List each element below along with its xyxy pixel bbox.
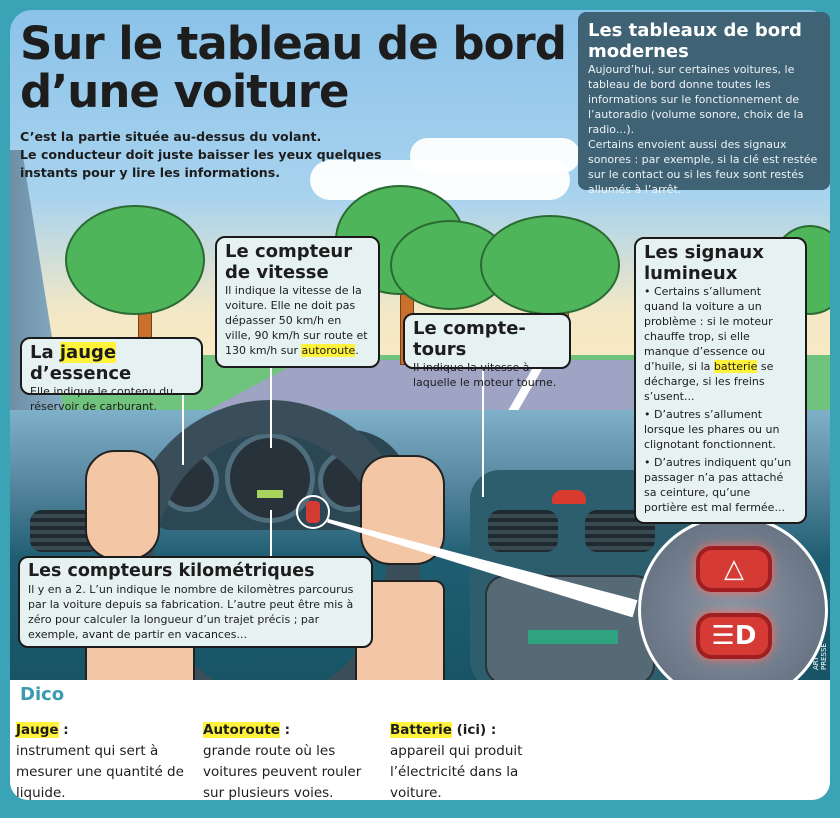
cloud (410, 138, 580, 173)
glossary-entry (16, 720, 186, 804)
glossary-title: Dico (20, 684, 65, 705)
tachometer-heading: Le compte-tours (413, 318, 526, 360)
title-line-1: Sur le tableau de bord (20, 17, 566, 70)
glossary-term-suffix: (ici) : (451, 722, 497, 738)
glossary-definition: appareil qui produit l’électricité dans la voiture. (390, 743, 523, 801)
tree (480, 215, 620, 315)
highlight-term: jauge (59, 342, 117, 363)
odometers-callout (18, 556, 373, 648)
speedometer-body (225, 283, 370, 358)
intro-line: Le conducteur doit juste baisser les yeux quelques (20, 147, 382, 162)
speedometer-callout (215, 236, 380, 368)
heading-text: d’essence (30, 363, 132, 384)
odometers-heading: Les compteurs kilométriques (28, 561, 315, 581)
signals-heading: Les signaux lumineux (644, 242, 764, 284)
glossary-term: Jauge (16, 722, 59, 738)
headlight-icon: ☰D (696, 613, 772, 659)
intro-text (20, 128, 382, 182)
hazard-button-dashboard (552, 490, 586, 504)
tachometer-body: Il indique la vitesse à laquelle le moteur tourne. (413, 361, 557, 389)
hazard-warning-icon: △ (696, 546, 772, 592)
signals-bullet (644, 284, 797, 404)
heading-text: La (30, 342, 60, 363)
glossary-definition: grande route où les voitures peuvent rouler sur plusieurs voies. (203, 743, 362, 801)
highlight-term: autoroute (301, 344, 356, 357)
modern-body: Certains envoient aussi des signaux sonores : par exemple, si la clé est restée sur le contact ou si les feux sont restés allumés à l’arrêt. (588, 138, 818, 196)
intro-line: instants pour y lire les informations. (20, 165, 280, 180)
air-vent (488, 510, 558, 552)
image-credit: ART PRESSE (812, 643, 828, 670)
warning-lights-zoom (638, 515, 828, 705)
glossary-term-suffix: : (58, 722, 69, 738)
glossary-entry (390, 720, 560, 804)
fuel-gauge-heading (30, 342, 193, 384)
signals-bullet: • D’autres s’allument lorsque les phares ou un clignotant fonctionnent. (644, 408, 780, 451)
warning-signals-callout (634, 237, 807, 524)
odometers-body: Il y en a 2. L’un indique le nombre de kilomètres parcourus par la voiture depuis sa fabrication. L’autre peut être mis à zéro pour calculer la longueur d’un trajet précis ; par exemple, avant de partir en vacances... (28, 583, 354, 641)
tachometer-callout (403, 313, 571, 389)
tree (65, 205, 205, 315)
radio-display (528, 630, 618, 644)
glossary-term-suffix: : (279, 722, 291, 738)
glossary-term: Batterie (390, 722, 452, 738)
pointer-line-odometer (270, 510, 272, 558)
title-line-2: d’une voiture (20, 65, 349, 118)
pointer-line-speed (270, 368, 272, 448)
body-text: Il indique la vitesse de la voiture. Elle ne doit pas dépasser 50 km/h en ville, 90 km/h sur route et 130 km/h sur (225, 284, 368, 357)
body-text: . (355, 344, 359, 357)
body-text: se décharge, si les freins s’usent... (644, 360, 774, 403)
intro-line: C’est la partie située au-dessus du volant. (20, 129, 322, 144)
glossary-entry (203, 720, 373, 804)
glossary-term: Autoroute (203, 722, 280, 738)
modern-body: Aujourd’hui, sur certaines voitures, le tableau de bord donne toutes les informations sur le fonctionnement de l’autoradio (volume sonore, choix de la radio...). (588, 63, 804, 136)
fuel-gauge-callout (20, 337, 203, 413)
glossary-definition: instrument qui sert à mesurer une quantité de liquide. (16, 743, 184, 801)
speedometer-heading: Le compteur de vitesse (225, 241, 353, 283)
fuel-gauge-body: Elle indique le contenu du réservoir de carburant. (30, 385, 174, 413)
signals-bullet: • D’autres indiquent qu’un passager n’a pas attaché sa ceinture, qu’une portière est mal fermée... (644, 456, 792, 514)
page-title (20, 17, 566, 118)
modern-dashboards-box (578, 12, 830, 196)
left-hand (85, 450, 160, 560)
highlight-term: batterie (713, 360, 758, 373)
modern-heading: Les tableaux de bord modernes (588, 20, 802, 62)
body-text: • Certains s’allument quand la voiture a un problème : si le moteur chauffe trop, si elle manque d’essence ou d’huile, si la (644, 285, 773, 373)
